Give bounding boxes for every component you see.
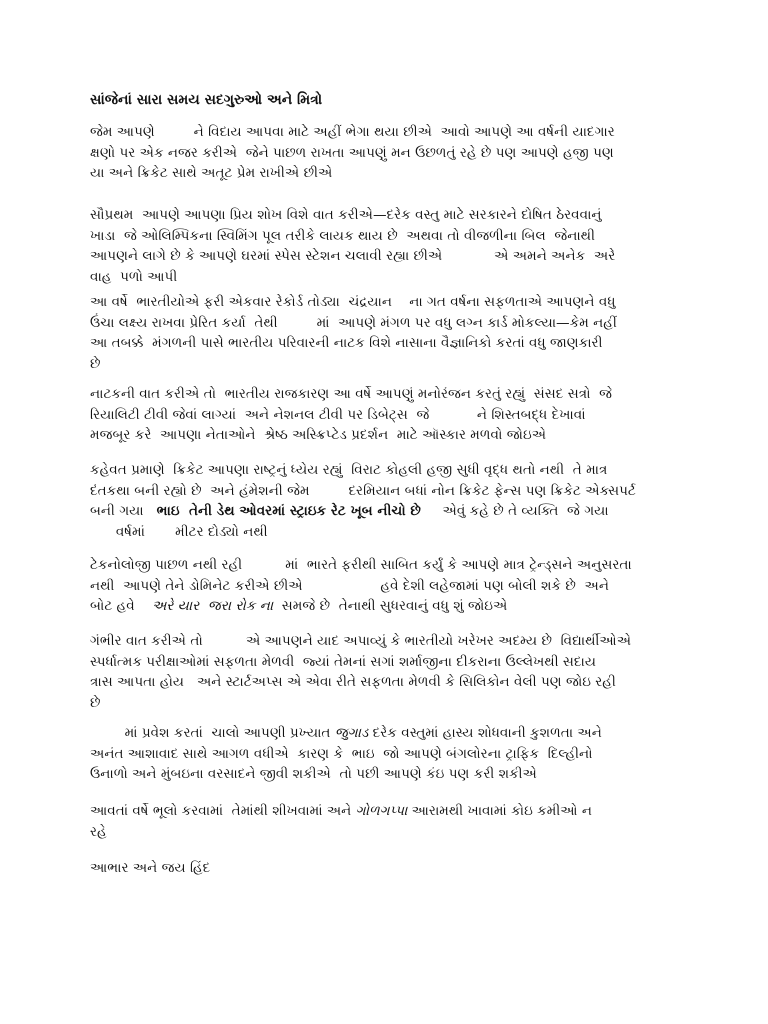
text-run: દરેક વસ્તુમાં હાસ્ય શોધવાની કુશળતા અને: [368, 725, 602, 741]
text-line: જેમ આપણે ને વિદાય આપવા માટે અહીં ભેગા થયા છીએ આવો આપણે આ વર્ષની યાદગાર: [90, 124, 615, 140]
text-line: અનંત આશાવાદ સાથે આગળ વધીએ કારણ કે ભાઇ જો આપણે બંગલોરના ટ્રાફિક દિલ્હીનો: [90, 745, 593, 762]
text-run: આવતાં વર્ષે ભૂલો કરવામાં તેમાંથી શીખવામાં અને: [90, 803, 356, 819]
text-run: બોટ હવે: [90, 598, 152, 614]
text-line: છે: [90, 694, 101, 711]
text-line-mixed: [90, 801, 690, 822]
text-line: આ તબક્કે મંગળની પાસે ભારતીય પરિવારની નાટક વિશે નાસાના વૈજ્ઞાનિકો કરતાં વધુ જાણકારી: [90, 335, 603, 351]
text-run: એવું કહે છે તે વ્યક્તિ જે ગયા: [420, 503, 609, 519]
text-line: રિયાલિટી ટીવી જેવાં લાગ્યાં અને નેશનલ ટીવી પર ડિબેટ્સ જે ને શિસ્તબદ્ધ દેખાવાં: [90, 406, 586, 423]
page-title: સાંજેનાં સારા સમય સદગુરુઓ અને મિત્રો: [90, 92, 323, 108]
text-line: ટેકનોલોજી પાછળ નથી રહી માં ભારતે ફરીથી સાબિત કર્યું કે આપણે માત્ર ટ્રેન્ડ્સને અનુસરતા: [90, 557, 632, 573]
paragraph-3: [90, 292, 690, 374]
text-line: વર્ષમાં મીટર દોડ્યો નથી: [90, 523, 268, 540]
text-line: સૌપ્રથમ આપણે આપણા પ્રિય શોખ વિશે વાત કરીએ—દરેક વસ્તુ માટે સરકારને દોષિત ઠેરવવાનું: [90, 207, 602, 223]
text-line-mixed: [90, 596, 690, 617]
text-line: આભાર અને જય હિંદ: [90, 860, 211, 876]
text-line: ઉનાળો અને મુંબઇના વરસાદને જીવી શકીએ તો પછી આપણે કંઇ પણ કરી શકીએ: [90, 766, 537, 782]
text-line: ત્રાસ આપતા હોય અને સ્ટાર્ટઅપ્સ એ એવા રીતે સફળતા મેળવી કે સિલિકોન વેલી પણ જોઇ રહી: [90, 674, 616, 690]
text-line: ક્ષણો પર એક નજર કરીએ જેને પાછળ રાખતા આપણું મન ઉછળતું રહે છે પણ આપણે હજી પણ: [90, 144, 614, 161]
italic-word: જુગાડ: [334, 725, 369, 741]
paragraph-6: [90, 555, 690, 617]
text-line: ખાડા જે ઓલિમ્પિકના સ્વિમિંગ પૂલ તરીકે લાયક થાય છે અથવા તો વીજળીના બિલ જેનાથી: [90, 227, 595, 244]
text-run: માં પ્રવેશ કરતાં ચાલો આપણી પ્રખ્યાત: [90, 725, 335, 741]
text-line-mixed: [90, 501, 690, 522]
text-line: ઉંચા લક્ષ્ય રાખવા પ્રેરિત કર્યા તેથી માં આપણે મંગળ પર વધુ લગ્ન કાર્ડ મોકલ્યા—કેમ નહીં: [90, 314, 617, 331]
text-line: વાહ પળો આપી: [90, 268, 178, 285]
bold-quote: ભાઇ તેની ડેથ ઓવરમાં સ્ટ્રાઇક રેટ ખૂબ નીચો છે: [156, 503, 421, 519]
text-line: કહેવત પ્રમાણે ક્રિકેટ આપણા રાષ્ટ્રનું ધ્યેય રહ્યું વિરાટ કોહલી હજી સુધી વૃદ્ધ થતો નથી તે માત્ર: [90, 462, 608, 478]
paragraph-9: [90, 801, 690, 842]
text-line: દંતકથા બની રહ્યો છે અને હંમેશની જેમ દરમિયાન બધાં નોન ક્રિકેટ ફેન્સ પણ ક્રિકેટ એક્સપર્ટ: [90, 482, 636, 499]
paragraph-2: [90, 205, 690, 287]
text-run: સમજે છે તેનાથી સુધરવાનું વધુ શું જોઇએ: [273, 598, 508, 614]
text-run: બની ગયા: [90, 503, 157, 519]
paragraph-4: [90, 384, 690, 446]
paragraph-7: [90, 631, 690, 713]
paragraph-1: [90, 122, 690, 184]
text-line-mixed: [90, 723, 690, 744]
italic-quote: અરે યાર જરા રોક ના: [151, 598, 274, 614]
text-line: ગંભીર વાત કરીએ તો એ આપણને યાદ અપાવ્યું કે ભારતીયો ખરેખર અદમ્ય છે વિદ્યાર્થીઓએ: [90, 633, 632, 649]
text-line: રહે: [90, 823, 107, 840]
text-line: મજબૂર કરે આપણા નેતાઓને શ્રેષ્ઠ અસ્ક્રિપ્ટેડ પ્રદર્શન માટે ઑસ્કાર મળવો જોઇએ: [90, 427, 547, 443]
italic-word: ગોળગપ્પા: [355, 803, 408, 819]
text-line: નાટકની વાત કરીએ તો ભારતીય રાજકારણ આ વર્ષે આપણું મનોરંજન કરતું રહ્યું સંસદ સત્રો જે: [90, 386, 612, 402]
text-line: આ વર્ષે ભારતીયોએ ફરી એકવાર રેકોર્ડ તોડ્યા ચંદ્રયાન ના ગત વર્ષના સફળતાએ આપણને વધુ: [90, 294, 616, 310]
text-run: આરામથી ખાવામાં કોઇ કમીઓ ન: [407, 803, 592, 819]
paragraph-8: [90, 723, 690, 785]
text-line: યા અને ક્રિકેટ સાથે અતૂટ પ્રેમ રાખીએ છીએ: [90, 165, 333, 181]
text-line: નથી આપણે તેને ડોમિનેટ કરીએ છીએ હવે દેશી લહેજામાં પણ બોલી શકે છે અને: [90, 577, 609, 594]
text-line: આપણને લાગે છે કે આપણે ઘરમાં સ્પેસ સ્ટેશન ચલાવી રહ્યા છીએ એ અમને અનેક અરે: [90, 248, 616, 264]
text-line: સ્પર્ધાત્મક પરીક્ષાઓમાં સફળતા મેળવી જ્યાં તેમનાં સગાં શર્માજીના દીકરાના ઉલ્લેખથી સદાય: [90, 653, 596, 670]
closing-line: [90, 858, 690, 879]
text-line: છે: [90, 355, 101, 372]
paragraph-5: [90, 460, 690, 542]
